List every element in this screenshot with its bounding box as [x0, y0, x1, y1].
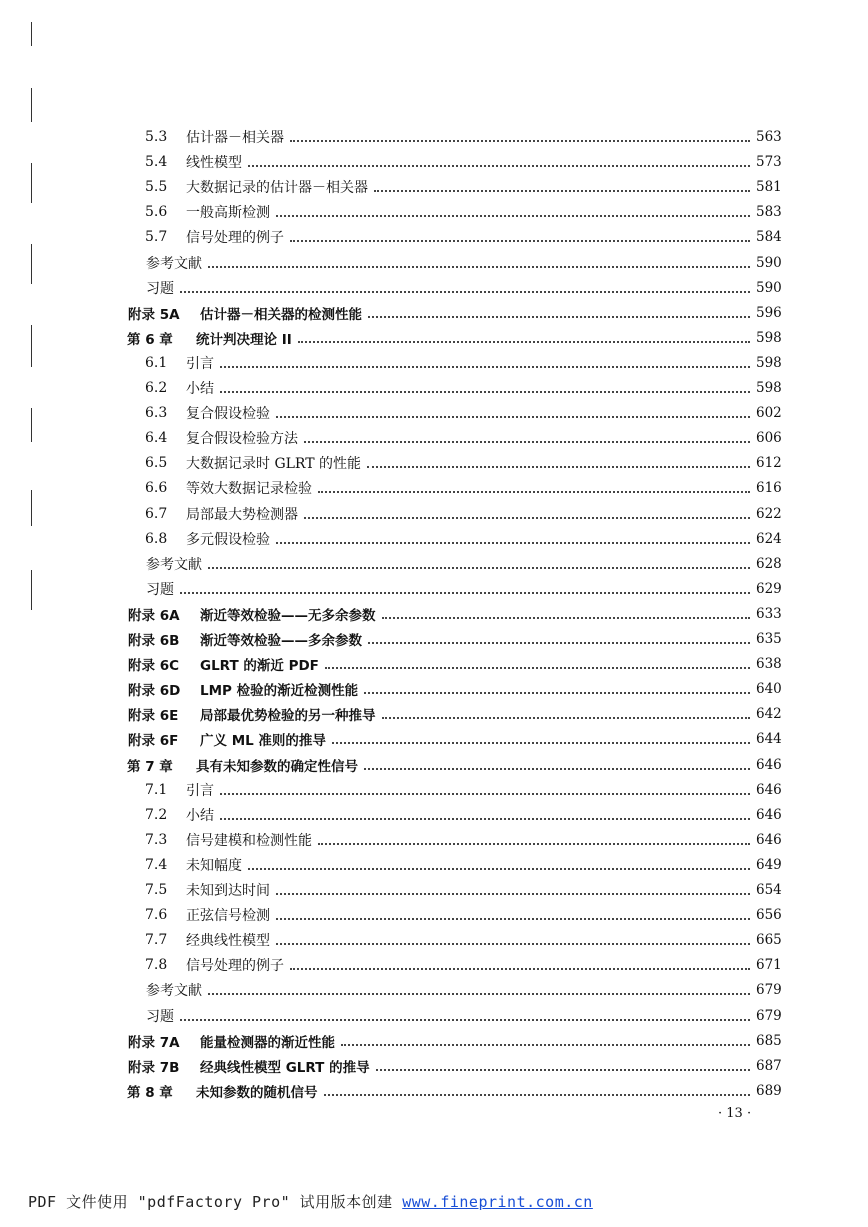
toc-entry: [0, 302, 868, 324]
toc-entry-page: 644: [756, 731, 782, 748]
toc-entry-title: 复合假设检验: [186, 406, 270, 423]
toc-entry-page: 629: [756, 580, 782, 597]
dot-leader: [364, 692, 750, 694]
toc-entry-title: 信号处理的例子: [186, 958, 284, 975]
dot-leader: [276, 215, 750, 217]
dot-leader: [341, 1044, 750, 1046]
toc-entry: [0, 528, 868, 550]
dot-leader: [376, 1069, 750, 1071]
dot-leader: [374, 190, 750, 192]
dot-leader: [325, 667, 750, 669]
toc-entry-number: 第 7 章: [127, 758, 173, 775]
toc-entry: [0, 854, 868, 876]
toc-entry-number: 6.5: [145, 455, 168, 472]
toc-entry-title: 能量检测器的渐近性能: [200, 1034, 335, 1051]
toc-entry: [0, 352, 868, 374]
toc-entry-number: 6.2: [145, 380, 168, 396]
toc-entry-number: 附录 6D: [128, 683, 181, 700]
dot-leader: [220, 366, 750, 368]
toc-entry-number: 5.4: [145, 154, 168, 171]
toc-entry: [0, 879, 868, 901]
toc-entry: [0, 829, 868, 851]
toc-entry: [0, 1005, 868, 1027]
toc-entry-number: 附录 6B: [128, 633, 180, 649]
pdf-footer: [28, 1191, 593, 1212]
toc-entry-title: 多元假设检验: [186, 531, 270, 548]
toc-entry: [0, 201, 868, 223]
toc-entry-title: 估计器－相关器: [186, 130, 284, 146]
toc-entry-page: 583: [756, 204, 782, 221]
toc-entry-title: 统计判决理论 II: [196, 331, 292, 348]
toc-entry-page: 687: [756, 1057, 782, 1074]
toc-entry: [0, 779, 868, 801]
toc-entry-title: 参考文献: [146, 983, 202, 1000]
toc-entry-title: 局部最大势检测器: [186, 506, 298, 523]
toc-entry-page: 573: [756, 154, 782, 171]
dot-leader: [290, 140, 750, 142]
toc-entry-title: 渐近等效检验——无多余参数: [200, 607, 376, 624]
toc-entry: [0, 603, 868, 625]
toc-entry-title: 经典线性模型: [186, 933, 270, 950]
dot-leader: [208, 266, 750, 268]
toc-entry-title: 一般高斯检测: [186, 205, 270, 222]
toc-entry: [0, 628, 868, 650]
toc-entry: [0, 678, 868, 700]
toc-entry-title: 复合假设检验方法: [186, 431, 298, 448]
toc-entry-page: 622: [756, 505, 782, 522]
toc-entry-page: 584: [756, 229, 782, 246]
toc-entry-page: 581: [756, 179, 782, 196]
toc-entry-title: 小结: [186, 807, 214, 824]
toc-entry-page: 649: [756, 856, 782, 873]
dot-leader: [220, 818, 750, 820]
toc-entry-number: 6.6: [145, 480, 168, 497]
dot-leader: [208, 567, 750, 569]
toc-entry-page: 596: [756, 304, 782, 321]
toc-entry-number: 5.5: [145, 179, 168, 196]
dot-leader: [290, 240, 750, 242]
toc-entry: [0, 804, 868, 826]
dot-leader: [318, 491, 750, 493]
toc-entry-title: 小结: [186, 381, 214, 397]
toc-entry-page: 654: [756, 882, 782, 898]
toc-entry-number: 7.5: [145, 882, 168, 898]
toc-entry-title: 估计器－相关器的检测性能: [200, 306, 362, 323]
toc-entry: [0, 929, 868, 951]
toc-entry-title: 习题: [146, 581, 174, 598]
toc-entry-number: 6.3: [145, 405, 168, 422]
dot-leader: [180, 291, 750, 293]
toc-entry-page: 638: [756, 656, 782, 673]
toc-entry-number: 5.6: [145, 204, 168, 221]
toc-entry-title: 线性模型: [186, 155, 242, 172]
dot-leader: [304, 517, 750, 519]
toc-entry-number: 附录 6C: [128, 658, 180, 675]
toc-entry: [0, 979, 868, 1001]
dot-leader: [367, 466, 750, 468]
dot-leader: [208, 993, 750, 995]
toc-entry-title: 习题: [146, 1008, 174, 1025]
toc-entry-title: 习题: [146, 280, 174, 297]
toc-entry-page: 646: [756, 806, 782, 823]
toc-entry-title: 参考文献: [146, 556, 202, 573]
toc-entry: [0, 226, 868, 248]
toc-entry-number: 7.1: [145, 781, 168, 798]
toc-entry-page: 679: [756, 1007, 782, 1024]
toc-entry: [0, 553, 868, 575]
toc-entry-page: 628: [756, 555, 782, 572]
toc-entry-page: 602: [756, 405, 782, 422]
dot-leader: [248, 165, 750, 167]
toc-entry-title: 大数据记录时 GLRT 的性能: [186, 456, 362, 473]
toc-entry: [0, 954, 868, 976]
toc-entry: [0, 728, 868, 750]
toc-entry-number: 5.7: [145, 229, 168, 246]
dot-leader: [180, 592, 750, 594]
toc-entry: [0, 176, 868, 198]
dot-leader: [332, 742, 750, 744]
toc-entry-number: 附录 6A: [128, 607, 180, 624]
toc-entry-number: 第 8 章: [127, 1084, 173, 1101]
dot-leader: [368, 642, 750, 644]
dot-leader: [220, 391, 750, 393]
toc-entry-title: 大数据记录的估计器－相关器: [186, 180, 368, 197]
dot-leader: [276, 416, 750, 418]
toc-entry: [0, 327, 868, 349]
toc-entry: [0, 452, 868, 474]
toc-entry-title: 未知到达时间: [186, 883, 270, 899]
toc-entry-title: 参考文献: [146, 255, 202, 272]
toc-entry: [0, 126, 868, 148]
dot-leader: [364, 768, 750, 770]
toc-entry-title: 渐近等效检验——多余参数: [200, 633, 362, 649]
toc-entry-page: 685: [756, 1032, 782, 1049]
toc-entry-page: 633: [756, 605, 782, 622]
dot-leader: [276, 918, 750, 920]
toc-entry-page: 642: [756, 706, 782, 723]
toc-entry-number: 附录 6F: [128, 733, 179, 750]
dot-leader: [290, 968, 750, 970]
toc-entry-page: 590: [756, 279, 782, 296]
toc-entry: [0, 1030, 868, 1052]
toc-entry-page: 689: [756, 1082, 782, 1099]
dot-leader: [248, 868, 750, 870]
toc-entry-number: 附录 5A: [128, 306, 180, 323]
toc-entry: [0, 653, 868, 675]
toc-entry-title: LMP 检验的渐近检测性能: [200, 683, 359, 700]
dot-leader: [324, 1094, 751, 1096]
footer-link[interactable]: www.fineprint.com.cn: [402, 1193, 593, 1211]
toc-entry-page: 640: [756, 681, 782, 698]
toc-entry-number: 附录 7B: [128, 1059, 180, 1076]
toc-entry: [0, 427, 868, 449]
toc-entry-page: 679: [756, 982, 782, 999]
toc-entry-title: 正弦信号检测: [186, 908, 270, 925]
toc-entry: [0, 252, 868, 274]
toc-entry-number: 第 6 章: [127, 331, 173, 348]
toc-entry-page: 590: [756, 254, 782, 271]
toc-entry-page: 646: [756, 756, 782, 773]
toc-entry: [0, 578, 868, 600]
toc-entry: [0, 377, 868, 399]
toc-entry-number: 7.3: [145, 831, 168, 848]
dot-leader: [382, 617, 751, 619]
toc-entry: [0, 277, 868, 299]
toc-entry: [0, 151, 868, 173]
toc-entry-page: 624: [756, 530, 782, 547]
toc-entry-number: 7.6: [145, 907, 168, 924]
dot-leader: [276, 893, 750, 895]
toc-entry: [0, 503, 868, 525]
toc-entry-page: 616: [756, 480, 782, 497]
toc-entry-number: 7.7: [145, 932, 168, 949]
dot-leader: [304, 441, 750, 443]
dot-leader: [318, 843, 750, 845]
toc-entry-number: 7.8: [145, 957, 168, 974]
toc-entry-title: 局部最优势检验的另一种推导: [200, 708, 376, 725]
toc-entry-page: 598: [756, 329, 782, 346]
toc-entry-page: 598: [756, 380, 782, 396]
toc-entry-number: 7.2: [145, 806, 168, 823]
page-number: · 13 ·: [718, 1106, 752, 1121]
toc-entry-title: 信号建模和检测性能: [186, 832, 312, 849]
dot-leader: [180, 1019, 750, 1021]
toc-entry: [0, 1055, 868, 1077]
toc-entry-page: 563: [756, 129, 782, 145]
toc-entry: [0, 754, 868, 776]
toc-entry-title: 具有未知参数的确定性信号: [196, 758, 358, 775]
dot-leader: [276, 943, 750, 945]
dot-leader: [276, 542, 750, 544]
footer-text: PDF 文件使用 "pdfFactory Pro" 试用版本创建: [28, 1193, 393, 1211]
toc-entry: [0, 477, 868, 499]
toc-entry: [0, 402, 868, 424]
toc-entry-title: 引言: [186, 782, 214, 799]
toc-entry-title: GLRT 的渐近 PDF: [200, 658, 319, 675]
toc-entry-page: 665: [756, 932, 782, 949]
toc-entry-number: 6.1: [145, 354, 168, 371]
toc-entry-page: 671: [756, 957, 782, 974]
toc-entry-title: 未知幅度: [186, 857, 242, 874]
toc-entry-number: 附录 6E: [128, 708, 179, 725]
toc-entry-page: 606: [756, 430, 782, 447]
dot-leader: [368, 316, 750, 318]
toc-entry-number: 6.4: [145, 430, 168, 447]
dot-leader: [382, 717, 751, 719]
toc-entry-page: 646: [756, 781, 782, 798]
toc-entry-title: 引言: [186, 355, 214, 372]
dot-leader: [220, 793, 750, 795]
toc-entry-number: 5.3: [145, 129, 168, 145]
toc-entry-number: 6.8: [145, 530, 168, 547]
toc-entry-page: 646: [756, 831, 782, 848]
toc-entry-page: 598: [756, 354, 782, 371]
toc-entry-number: 7.4: [145, 856, 168, 873]
toc-entry-title: 信号处理的例子: [186, 230, 284, 247]
toc-entry-title: 未知参数的随机信号: [196, 1084, 318, 1101]
toc-entry-title: 经典线性模型 GLRT 的推导: [200, 1059, 370, 1076]
toc-entry-page: 612: [756, 455, 782, 472]
toc-entry-title: 广义 ML 准则的推导: [200, 733, 326, 750]
dot-leader: [298, 341, 750, 343]
toc-entry-number: 6.7: [145, 505, 168, 522]
toc-entry-title: 等效大数据记录检验: [186, 481, 312, 498]
toc-entry-page: 635: [756, 631, 782, 647]
toc-entry: [0, 904, 868, 926]
toc-entry: [0, 703, 868, 725]
toc-entry-number: 附录 7A: [128, 1034, 180, 1051]
toc-entry-page: 656: [756, 907, 782, 924]
toc-entry: [0, 1080, 868, 1102]
